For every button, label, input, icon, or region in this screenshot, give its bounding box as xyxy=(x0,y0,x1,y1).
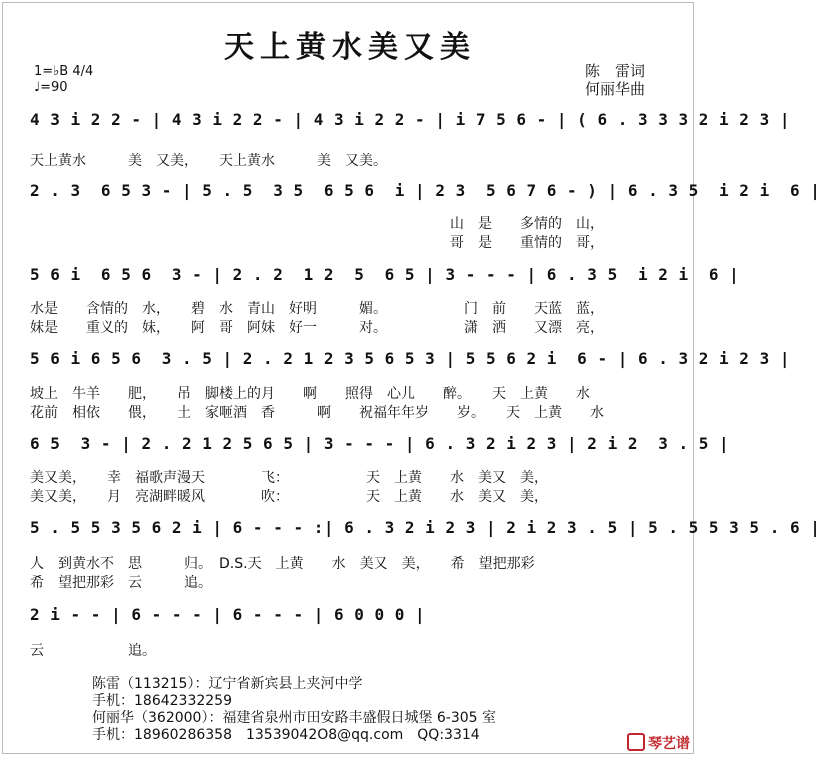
song-title: 天上黄水美又美 xyxy=(224,30,476,65)
notation-line-4: 5 6 i 6 5 6 3 . 5 | 2 . 2 1 2 3 5 6 5 3 | 5 5 6 2 i 6 - | 6 . 3 2 i 2 3 | xyxy=(30,349,790,368)
tempo-marking: ♩=90 xyxy=(34,80,68,95)
credits xyxy=(585,62,645,98)
notation-line-2: 2 . 3 6 5 3 - | 5 . 5 3 5 6 5 6 i | 2 3 5 6 7 6 - ) | 6 . 3 5 i 2 i 6 | xyxy=(30,181,820,200)
contact-line-2: 手机：18642332259 xyxy=(92,693,232,709)
author-contacts xyxy=(92,676,496,744)
lyric-line-5a: 美又美， 幸 福歌声漫天 飞： 天 上黄 水 美又 美， xyxy=(30,470,548,486)
lyric-line-6a: 人 到黄水不 思 归。 D.S.天 上黄 水 美又 美， 希 望把那彩 xyxy=(30,556,535,572)
notation-line-7: 2 i - - | 6 - - - | 6 - - - | 6 0 0 0 | xyxy=(30,605,426,624)
notation-line-1: 4 3 i 2 2 - | 4 3 i 2 2 - | 4 3 i 2 2 - | i 7 5 6 - | ( 6 . 3 3 3 2 i 2 3 | xyxy=(30,110,790,129)
lyric-line-4b: 花前 相依 偎， 土 家咂酒 香 啊 祝福年年岁 岁。 天 上黄 水 xyxy=(30,405,604,421)
composer: 何丽华曲 xyxy=(584,80,645,98)
lyric-line-2b: 哥 是 重情的 哥， xyxy=(30,235,604,251)
contact-line-1: 陈雷（113215）：辽宁省新宾县上夹河中学 xyxy=(92,676,363,692)
lyric-line-4a: 坡上 牛羊 肥， 吊 脚楼上的月 啊 照得 心儿 醉。 天 上黄 水 xyxy=(30,386,590,402)
logo-icon xyxy=(627,733,645,751)
lyric-line-5b: 美又美， 月 亮湖畔暖风 吹： 天 上黄 水 美又 美， xyxy=(30,489,548,505)
notation-line-5: 6 5 3 - | 2 . 2 1 2 5 6 5 | 3 - - - | 6 . 3 2 i 2 3 | 2 i 2 3 . 5 | xyxy=(30,434,730,453)
logo-text: 琴艺谱 xyxy=(648,736,690,752)
site-logo xyxy=(627,733,690,753)
key-signature: 1=♭B 4/4 xyxy=(34,64,94,79)
lyric-line-3b: 妹是 重义的 妹， 阿 哥 阿妹 好一 对。 潇 洒 又漂 亮， xyxy=(30,320,604,336)
lyricist: 陈 雷词 xyxy=(584,62,645,80)
lyric-line-1a: 天上黄水 美 又美， 天上黄水 美 又美。 xyxy=(30,153,387,169)
lyric-line-2a: 山 是 多情的 山， xyxy=(30,216,604,232)
lyric-line-6b: 希 望把那彩 云 追。 xyxy=(30,575,212,591)
contact-line-3: 何丽华（362000）：福建省泉州市田安路丰盛假日城堡 6-305 室 xyxy=(92,710,497,726)
lyric-line-3a: 水是 含情的 水， 碧 水 青山 好明 媚。 门 前 天蓝 蓝， xyxy=(30,301,604,317)
lyric-line-7a: 云 追。 xyxy=(30,643,156,659)
notation-line-6: 5 . 5 5 3 5 6 2 i | 6 - - - :| 6 . 3 2 i 2 3 | 2 i 2 3 . 5 | 5 . 5 5 3 5 . 6 | xyxy=(30,518,820,537)
contact-line-4: 手机：18960286358 13539042O8@qq.com QQ:3314 xyxy=(92,727,480,743)
notation-line-3: 5 6 i 6 5 6 3 - | 2 . 2 1 2 5 6 5 | 3 - - - | 6 . 3 5 i 2 i 6 | xyxy=(30,265,740,284)
